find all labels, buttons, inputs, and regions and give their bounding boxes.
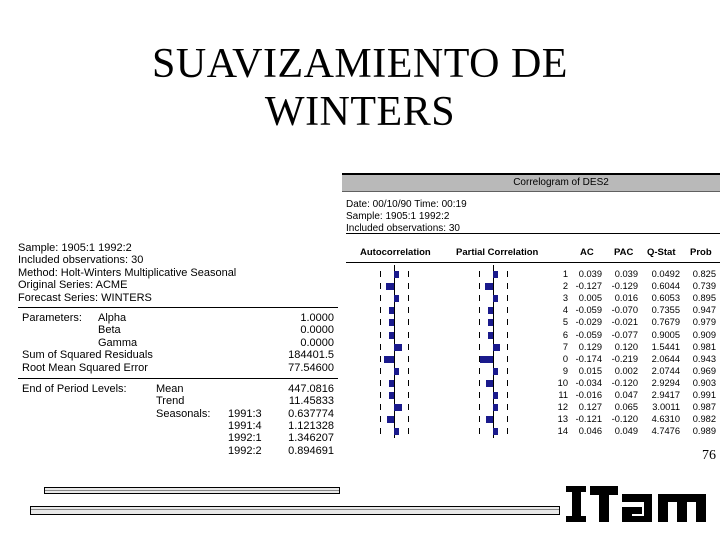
correlogram-row — [342, 366, 720, 377]
confidence-bound-mark — [507, 404, 508, 410]
prob-value: 0.991 — [692, 390, 716, 400]
confidence-bound-mark — [380, 416, 381, 422]
ac-value: 0.015 — [578, 365, 602, 376]
confidence-bound-mark — [380, 271, 381, 277]
hw-mean-label: Mean — [156, 382, 184, 395]
hw-separator — [18, 307, 338, 308]
confidence-bound-mark — [507, 428, 508, 434]
correlogram-included: Included observations: 30 — [346, 223, 460, 234]
slide-title — [0, 40, 720, 136]
confidence-bound-mark — [408, 368, 409, 374]
header-partial-correlation: Partial Correlation — [456, 247, 539, 258]
q-stat-value: 0.7355 — [651, 305, 680, 316]
ac-bar — [394, 344, 402, 351]
ac-value: 0.046 — [578, 426, 602, 437]
correlogram-row — [342, 330, 720, 341]
pac-value: 0.120 — [614, 341, 638, 352]
lag-value: 5 — [562, 317, 568, 328]
confidence-bound-mark — [507, 295, 508, 301]
lag-value: 1 — [562, 269, 568, 279]
ac-bar — [394, 295, 399, 302]
correlogram-header-rule — [346, 233, 720, 234]
prob-value: 0.982 — [692, 414, 716, 425]
ac-value: -0.016 — [575, 390, 602, 400]
lag-value: 6 — [562, 329, 568, 340]
hw-seasonal-period: 1992:1 — [228, 432, 262, 445]
prob-value: 0.895 — [692, 293, 716, 304]
correlogram-date: Date: 00/10/90 Time: 00:19 — [346, 199, 467, 210]
confidence-bound-mark — [408, 319, 409, 325]
decorative-rule — [44, 487, 340, 494]
ac-bar — [389, 332, 394, 339]
hw-param-value: 0.0000 — [300, 336, 334, 349]
ac-bar — [389, 380, 394, 387]
lag-value: 7 — [562, 341, 568, 352]
pac-bar — [488, 307, 493, 314]
q-stat-value: 3.0011 — [652, 402, 680, 413]
hw-trend-row — [18, 395, 338, 407]
prob-value: 0.943 — [692, 353, 716, 364]
lag-value: 3 — [562, 293, 568, 304]
hw-rmse-label: Root Mean Squared Error — [22, 361, 148, 374]
confidence-bound-mark — [408, 295, 409, 301]
confidence-bound-mark — [408, 332, 409, 338]
q-stat-value: 0.7679 — [651, 317, 680, 328]
correlogram-row — [342, 305, 720, 316]
hw-seasonal-value: 1.121328 — [288, 420, 334, 433]
hw-forecast-series: Forecast Series: WINTERS — [18, 291, 152, 304]
q-stat-value: 2.9294 — [651, 377, 680, 388]
ac-value: -0.059 — [575, 329, 602, 340]
confidence-bound-mark — [479, 271, 480, 277]
hw-param-name: Gamma — [98, 336, 138, 349]
confidence-bound-mark — [408, 416, 409, 422]
pac-value: -0.021 — [611, 317, 638, 328]
hw-seasonal-value: 0.894691 — [288, 444, 334, 457]
confidence-bound-mark — [479, 368, 480, 374]
pac-value: -0.070 — [611, 305, 638, 316]
hw-seasonal-row — [18, 445, 338, 457]
correlogram-row — [342, 390, 720, 401]
confidence-bound-mark — [507, 344, 508, 350]
correlogram-row — [342, 281, 720, 292]
prob-value: 0.903 — [692, 377, 716, 388]
ac-value: 0.127 — [578, 402, 602, 413]
pac-bar — [480, 356, 493, 363]
pac-value: 0.047 — [614, 390, 638, 400]
confidence-bound-mark — [408, 344, 409, 350]
correlogram-window — [342, 173, 720, 438]
confidence-bound-mark — [408, 404, 409, 410]
pac-value: 0.016 — [614, 293, 638, 304]
confidence-bound-mark — [479, 283, 480, 289]
hw-method: Method: Holt-Winters Multiplicative Seasonal — [18, 266, 237, 279]
hw-seasonal-period: 1991:3 — [228, 407, 262, 420]
q-stat-value: 4.7476 — [651, 426, 680, 437]
ac-bar — [386, 283, 394, 290]
hw-seasonal-row — [18, 420, 338, 432]
confidence-bound-mark — [380, 428, 381, 434]
confidence-bound-mark — [408, 356, 409, 362]
hw-seasonal-row — [18, 432, 338, 444]
ac-value: 0.039 — [578, 269, 602, 279]
hw-ssr-row — [18, 349, 338, 361]
header-pac: PAC — [614, 247, 634, 258]
confidence-bound-mark — [408, 271, 409, 277]
ac-bar — [394, 428, 399, 435]
pac-value: 0.049 — [614, 426, 638, 437]
confidence-bound-mark — [507, 271, 508, 277]
lag-value: 9 — [562, 365, 568, 376]
confidence-bound-mark — [408, 307, 409, 313]
correlogram-row — [342, 293, 720, 304]
ac-bar — [387, 416, 394, 423]
confidence-bound-mark — [380, 380, 381, 386]
correlogram-row — [342, 269, 720, 280]
ac-bar — [389, 319, 394, 326]
confidence-bound-mark — [507, 356, 508, 362]
ac-bar — [394, 404, 402, 411]
confidence-bound-mark — [507, 392, 508, 398]
hw-mean-value: 447.0816 — [288, 382, 334, 395]
ac-bar — [389, 392, 394, 399]
hw-included: Included observations: 30 — [18, 254, 144, 267]
confidence-bound-mark — [479, 344, 480, 350]
pac-value: -0.077 — [611, 329, 638, 340]
hw-mean-row — [18, 383, 338, 395]
confidence-bound-mark — [507, 416, 508, 422]
confidence-bound-mark — [380, 307, 381, 313]
hw-param-row — [18, 312, 338, 324]
hw-param-name: Alpha — [98, 311, 127, 324]
hw-trend-label: Trend — [156, 395, 185, 408]
confidence-bound-mark — [380, 356, 381, 362]
header-autocorrelation: Autocorrelation — [360, 247, 431, 258]
hw-sample: Sample: 1905:1 1992:2 — [18, 242, 132, 254]
ac-value: 0.005 — [578, 293, 602, 304]
confidence-bound-mark — [479, 428, 480, 434]
correlogram-row — [342, 342, 720, 353]
lag-value: 14 — [557, 426, 568, 437]
hw-param-row — [18, 337, 338, 349]
pac-bar — [486, 416, 493, 423]
q-stat-value: 2.0644 — [651, 353, 680, 364]
prob-value: 0.981 — [692, 341, 716, 352]
confidence-bound-mark — [380, 368, 381, 374]
header-ac: AC — [580, 247, 594, 258]
confidence-bound-mark — [380, 332, 381, 338]
correlogram-header-rule — [346, 262, 720, 263]
confidence-bound-mark — [507, 368, 508, 374]
prob-value: 0.825 — [692, 269, 716, 279]
hw-trend-value: 11.45833 — [288, 395, 334, 408]
pac-value: -0.219 — [611, 353, 638, 364]
pac-bar — [493, 271, 498, 278]
page-number: 76 — [702, 448, 716, 463]
q-stat-value: 4.6310 — [651, 414, 680, 425]
lag-value: 13 — [557, 414, 568, 425]
confidence-bound-mark — [479, 404, 480, 410]
hw-seasonal-period: 1991:4 — [228, 420, 262, 433]
holt-winters-output — [18, 242, 338, 486]
lag-value: 2 — [562, 281, 568, 292]
hw-seasonal-value: 0.637774 — [288, 407, 334, 420]
ac-value: -0.127 — [575, 281, 602, 292]
hw-levels-label: End of Period Levels: — [22, 382, 127, 395]
lag-value: 11 — [558, 390, 568, 400]
confidence-bound-mark — [380, 295, 381, 301]
confidence-bound-mark — [507, 332, 508, 338]
hw-seasonal-value: 1.346207 — [288, 432, 334, 445]
confidence-bound-mark — [380, 344, 381, 350]
pac-value: -0.120 — [611, 414, 638, 425]
correlogram-row — [342, 354, 720, 365]
correlogram-row — [342, 426, 720, 437]
pac-value: -0.129 — [611, 281, 638, 292]
correlogram-title: Correlogram of DES2 — [513, 177, 609, 188]
hw-param-name: Beta — [98, 324, 121, 337]
prob-value: 0.989 — [692, 426, 716, 437]
pac-bar — [488, 332, 493, 339]
confidence-bound-mark — [479, 392, 480, 398]
ac-bar — [394, 368, 399, 375]
pac-value: 0.002 — [614, 365, 638, 376]
prob-value: 0.909 — [692, 329, 716, 340]
confidence-bound-mark — [479, 380, 480, 386]
confidence-bound-mark — [507, 319, 508, 325]
ac-value: -0.059 — [575, 305, 602, 316]
confidence-bound-mark — [507, 380, 508, 386]
q-stat-value: 0.6053 — [651, 293, 680, 304]
q-stat-value: 0.9005 — [651, 329, 680, 340]
correlogram-row — [342, 414, 720, 425]
confidence-bound-mark — [479, 295, 480, 301]
confidence-bound-mark — [380, 319, 381, 325]
confidence-bound-mark — [408, 428, 409, 434]
correlogram-sample: Sample: 1905:1 1992:2 — [346, 211, 450, 222]
prob-value: 0.947 — [692, 305, 716, 316]
confidence-bound-mark — [507, 307, 508, 313]
hw-ssr-value: 184401.5 — [288, 349, 334, 362]
confidence-bound-mark — [380, 404, 381, 410]
pac-bar — [493, 344, 500, 351]
hw-original-series: Original Series: ACME — [18, 279, 128, 292]
confidence-bound-mark — [380, 283, 381, 289]
ac-bar — [389, 307, 394, 314]
correlogram-row — [342, 402, 720, 413]
hw-rmse-row — [18, 362, 338, 374]
confidence-bound-mark — [479, 307, 480, 313]
correlogram-row — [342, 378, 720, 389]
hw-seasonal-period: 1992:2 — [228, 444, 262, 457]
confidence-bound-mark — [479, 416, 480, 422]
lag-value: 12 — [557, 402, 568, 413]
q-stat-value: 0.6044 — [651, 281, 680, 292]
pac-bar — [493, 295, 498, 302]
hw-seasonals-label: Seasonals: — [156, 407, 211, 420]
prob-value: 0.969 — [692, 365, 716, 376]
pac-bar — [493, 428, 498, 435]
pac-bar — [493, 368, 498, 375]
ac-value: -0.034 — [575, 377, 602, 388]
prob-value: 0.739 — [692, 281, 716, 292]
header-q-stat: Q-Stat — [647, 247, 676, 258]
lag-value: 0 — [562, 353, 568, 364]
ac-value: -0.174 — [575, 353, 602, 364]
confidence-bound-mark — [408, 380, 409, 386]
header-prob: Prob — [690, 247, 712, 258]
itam-logo — [566, 480, 706, 526]
pac-bar — [488, 319, 493, 326]
slide-title-line-2: WINTERS — [264, 89, 456, 135]
q-stat-value: 0.0492 — [651, 269, 680, 279]
pac-bar — [486, 380, 493, 387]
prob-value: 0.979 — [692, 317, 716, 328]
pac-value: -0.120 — [611, 377, 638, 388]
confidence-bound-mark — [507, 283, 508, 289]
decorative-rule — [30, 506, 560, 515]
pac-bar — [493, 404, 498, 411]
correlogram-row — [342, 317, 720, 328]
hw-param-value: 0.0000 — [300, 324, 334, 337]
correlogram-title-bar[interactable] — [342, 173, 720, 192]
pac-bar — [485, 283, 493, 290]
confidence-bound-mark — [479, 332, 480, 338]
q-stat-value: 2.9417 — [651, 390, 680, 400]
confidence-bound-mark — [479, 319, 480, 325]
hw-separator — [18, 378, 338, 379]
pac-value: 0.065 — [614, 402, 638, 413]
q-stat-value: 2.0744 — [651, 365, 680, 376]
ac-bar — [394, 271, 399, 278]
ac-value: -0.121 — [575, 414, 602, 425]
hw-parameters-label: Parameters: — [22, 311, 82, 324]
lag-value: 4 — [562, 305, 568, 316]
confidence-bound-mark — [408, 392, 409, 398]
prob-value: 0.987 — [692, 402, 716, 413]
lag-value: 10 — [557, 377, 568, 388]
hw-ssr-label: Sum of Squared Residuals — [22, 349, 153, 362]
hw-param-value: 1.0000 — [300, 311, 334, 324]
ac-value: -0.029 — [575, 317, 602, 328]
hw-seasonal-row — [18, 408, 338, 420]
pac-bar — [493, 392, 498, 399]
ac-bar — [384, 356, 394, 363]
hw-param-row — [18, 324, 338, 336]
slide-title-line-1: SUAVIZAMIENTO DE — [152, 41, 568, 87]
ac-value: 0.129 — [578, 341, 602, 352]
q-stat-value: 1.5441 — [651, 341, 680, 352]
confidence-bound-mark — [380, 392, 381, 398]
confidence-bound-mark — [408, 283, 409, 289]
pac-value: 0.039 — [614, 269, 638, 279]
hw-rmse-value: 77.54600 — [288, 361, 334, 374]
